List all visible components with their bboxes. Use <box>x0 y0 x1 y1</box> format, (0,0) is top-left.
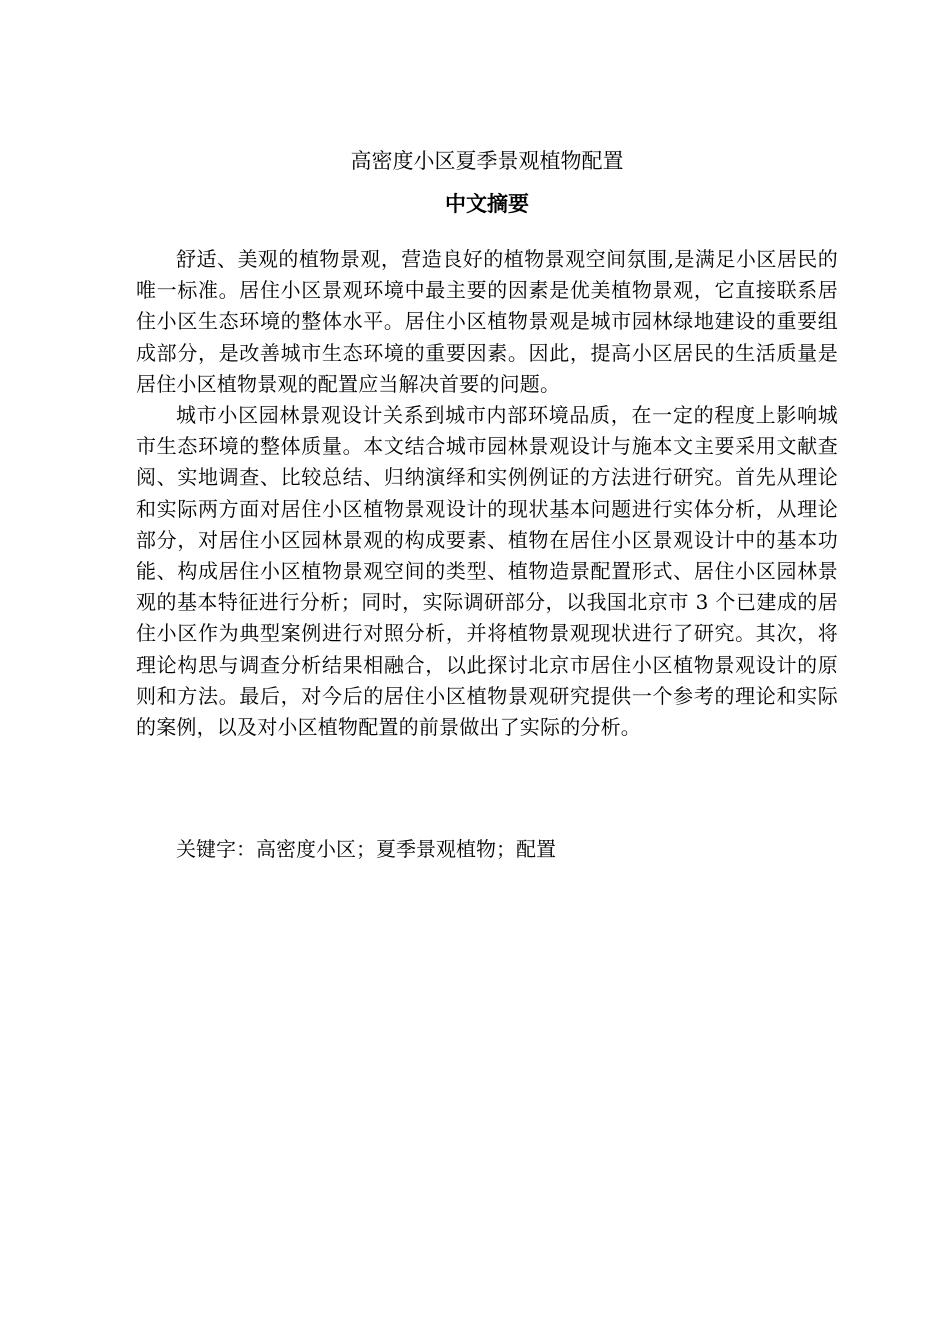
document-title: 高密度小区夏季景观植物配置 <box>350 149 624 173</box>
keywords-line: 关键字：高密度小区；夏季景观植物；配置 <box>176 837 556 861</box>
abstract-heading: 中文摘要 <box>445 192 529 216</box>
abstract-body <box>136 244 838 743</box>
abstract-paragraph: 舒适、美观的植物景观，营造良好的植物景观空间氛围,是满足小区居民的唯一标准。居住小区景观环境中最主要的因素是优美植物景观，它直接联系居住小区生态环境的整体水平。居住小区植物景观是城市园林绿地建设的重要组成部分，是改善城市生态环境的重要因素。因此，提高小区居民的生活质量是居住小区植物景观的配置应当解决首要的问题。 <box>136 247 838 396</box>
abstract-paragraph: 城市小区园林景观设计关系到城市内部环境品质，在一定的程度上影响城市生态环境的整体质量。本文结合城市园林景观设计与施本文主要采用文献查阅、实地调查、比较总结、归纳演绎和实例例证的方法进行研究。首先从理论和实际两方面对居住小区植物景观设计的现状基本问题进行实体分析，从理论部分，对居住小区园林景观的构成要素、植物在居住小区景观设计中的基本功能、构成居住小区植物景观空间的类型、植物造景配置形式、居住小区园林景观的基本特征进行分析；同时，实际调研部分，以我国北京市 3 个已建成的居住小区作为典型案例进行对照分析，并将植物景观现状进行了研究。其次，将理论构思与调查分析结果相融合，以此探讨北京市居住小区植物景观设计的原则和方法。最后，对今后的居住小区植物景观研究提供一个参考的理论和实际的案例，以及对小区植物配置的前景做出了实际的分析。 <box>136 403 838 740</box>
